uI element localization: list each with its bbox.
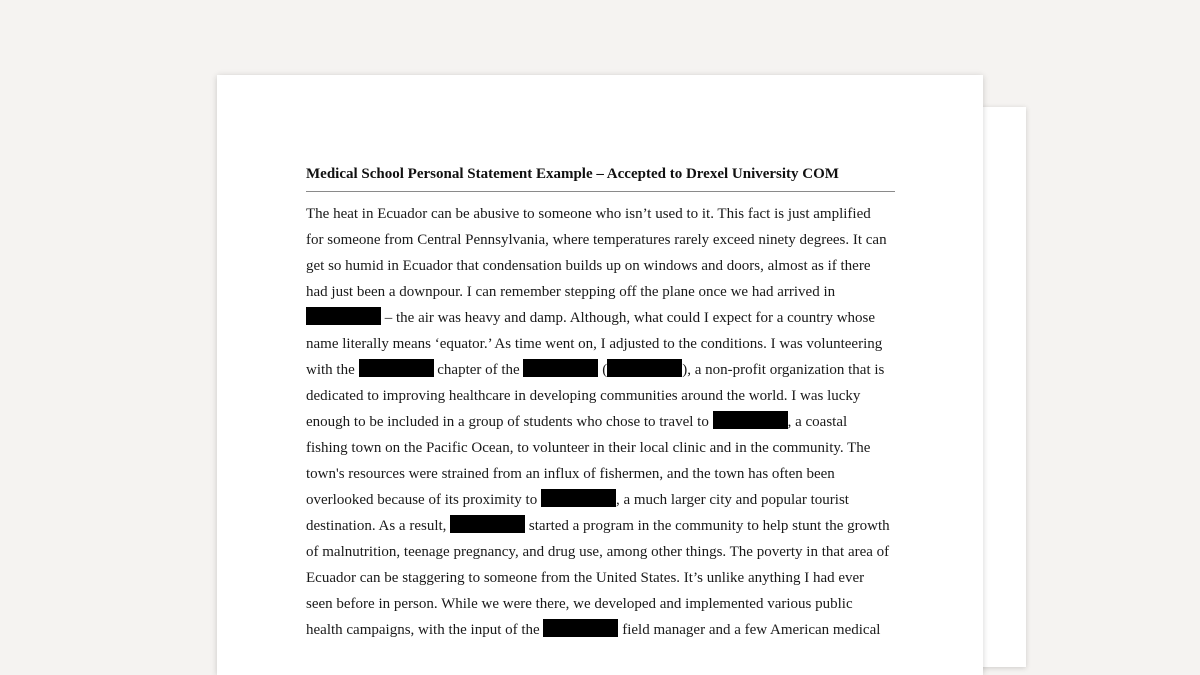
text-segment: seen before in person. While we were there, we developed and implemented various public: [306, 596, 853, 612]
text-line: [306, 253, 906, 279]
text-line: [306, 591, 906, 617]
text-segment: had just been a downpour. I can remember stepping off the plane once we had arrived in: [306, 284, 836, 300]
redaction-block: [359, 359, 434, 377]
text-line: [306, 461, 906, 487]
text-segment: – the air was heavy and damp. Although, what could I expect for a country whose: [381, 310, 876, 326]
document-page: [217, 75, 983, 675]
text-line: [306, 331, 906, 357]
text-segment: ), a non-profit organization that is: [682, 362, 885, 378]
text-line: [306, 409, 906, 435]
redaction-block: [607, 359, 682, 377]
text-line: [306, 565, 906, 591]
text-segment: Ecuador can be staggering to someone from the United States. It’s unlike anything I had ever: [306, 570, 865, 586]
redaction-block: [306, 307, 381, 325]
text-line: [306, 383, 906, 409]
text-line: [306, 357, 906, 383]
text-segment: chapter of the: [433, 362, 524, 378]
text-segment: dedicated to improving healthcare in developing communities around the world. I was lucky: [306, 388, 861, 404]
text-line: [306, 305, 906, 331]
text-segment: field manager and a few American medical: [618, 622, 881, 638]
text-segment: name literally means ‘equator.’ As time went on, I adjusted to the conditions. I was volunteering: [306, 336, 883, 352]
text-segment: fishing town on the Pacific Ocean, to volunteer in their local clinic and in the community. The: [306, 440, 871, 456]
text-line: [306, 227, 906, 253]
text-segment: get so humid in Ecuador that condensation builds up on windows and doors, almost as if there: [306, 258, 871, 274]
text-line: [306, 435, 906, 461]
text-segment: The heat in Ecuador can be abusive to someone who isn’t used to it. This fact is just amplified: [306, 206, 871, 222]
text-line: [306, 513, 906, 539]
redaction-block: [523, 359, 598, 377]
text-segment: overlooked because of its proximity to: [306, 492, 541, 508]
text-segment: (: [598, 362, 608, 378]
text-segment: destination. As a result,: [306, 518, 451, 534]
text-line: [306, 279, 906, 305]
text-segment: , a coastal: [787, 414, 848, 430]
text-line: [306, 539, 906, 565]
text-line: [306, 617, 906, 643]
text-segment: , a much larger city and popular tourist: [615, 492, 849, 508]
redaction-block: [543, 619, 618, 637]
redaction-block: [713, 411, 788, 429]
text-line: [306, 487, 906, 513]
text-segment: started a program in the community to help stunt the growth: [525, 518, 890, 534]
text-segment: town's resources were strained from an influx of fishermen, and the town has often been: [306, 466, 835, 482]
text-segment: with the: [306, 362, 359, 378]
title-divider: [306, 191, 895, 192]
redaction-block: [541, 489, 616, 507]
text-line: [306, 201, 906, 227]
text-segment: of malnutrition, teenage pregnancy, and drug use, among other things. The poverty in that area of: [306, 544, 890, 560]
text-segment: for someone from Central Pennsylvania, where temperatures rarely exceed ninety degrees. It can: [306, 232, 887, 248]
redaction-block: [450, 515, 525, 533]
text-segment: enough to be included in a group of students who chose to travel to: [306, 414, 713, 430]
text-segment: health campaigns, with the input of the: [306, 622, 544, 638]
document-title: Medical School Personal Statement Example – Accepted to Drexel University COM: [306, 166, 839, 182]
document-body: [306, 201, 906, 643]
